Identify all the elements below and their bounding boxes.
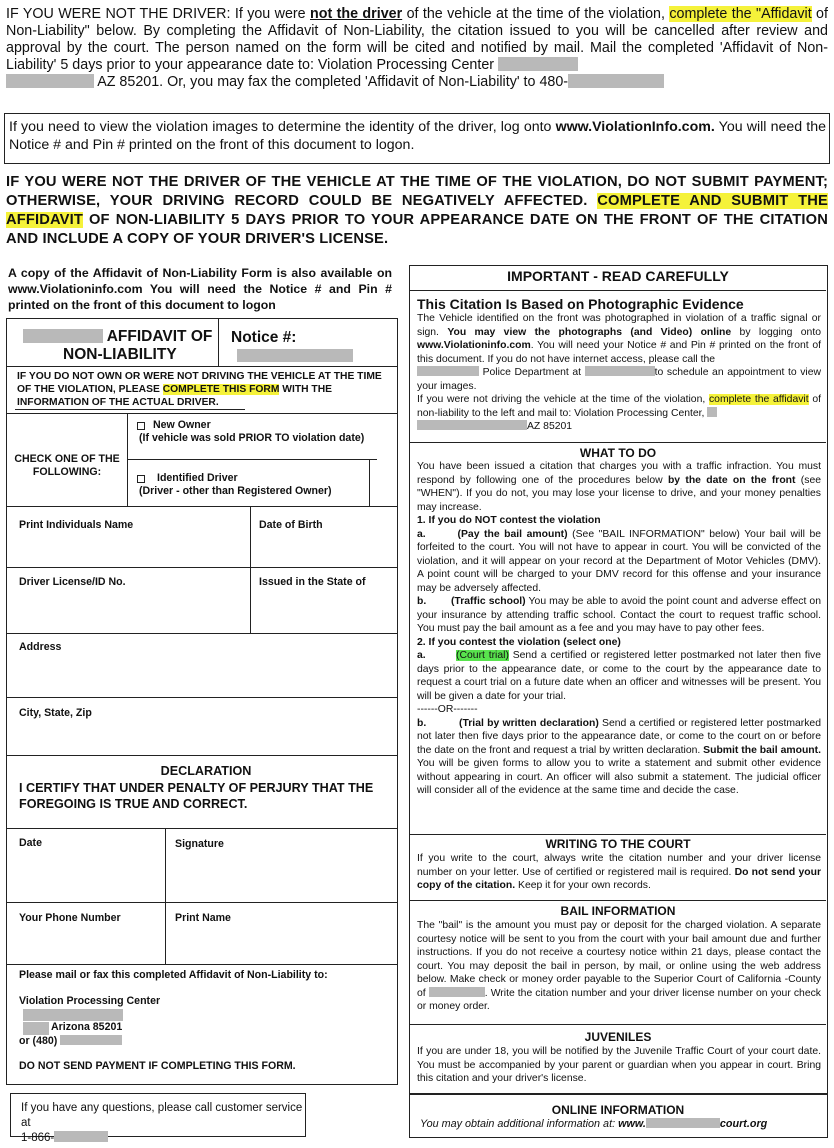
mail-fax: or (480) [19, 1035, 122, 1047]
redacted-box [54, 1131, 108, 1142]
dob-label: Date of Birth [259, 519, 323, 531]
form-title-cell [7, 319, 219, 367]
new-owner-checkbox[interactable] [137, 422, 145, 430]
form-copy-note: A copy of the Affidavit of Non-Liability Form is also available on www.Violationinfo.com You will need the Notice # and Pin # printed on the front of this document to logon [8, 266, 392, 312]
redacted-box [23, 1009, 123, 1021]
online-title: ONLINE INFORMATION [551, 1103, 685, 1117]
dob-field[interactable] [257, 535, 391, 565]
print-name-label: Print Individuals Name [19, 519, 134, 531]
redacted-box [6, 74, 94, 88]
signature-label: Signature [175, 838, 224, 850]
redacted-box [498, 57, 578, 71]
mail-title: Please mail or fax this completed Affidavit of Non-Liability to: [19, 969, 328, 981]
what-title: WHAT TO DO [579, 446, 657, 460]
address-field[interactable] [15, 657, 391, 695]
photo-text: The Vehicle identified on the front was photographed in violation of a traffic signal or sign. You may view the photographs (and Video) online by logging onto www.Violationinfo.com. You will need your Notice # and Pin # printed on the front of this document. If you do not have internet access, please call the Police Department at to schedule an appointment to view your images. If you were not driving the vehicle at the time of the violation, complete the affidavit of non-liability to the left and mail to: Violation Processing Center, AZ 85201 [417, 313, 822, 432]
questions-box: If you have any questions, please call customer service at 1-866- [10, 1093, 306, 1137]
redacted-box [429, 987, 485, 997]
print-name2-field[interactable] [173, 927, 393, 959]
city-field[interactable] [15, 723, 391, 753]
redacted-box [646, 1118, 720, 1128]
print-name-field[interactable] [15, 535, 245, 565]
print-name2-label: Print Name [175, 912, 231, 924]
declaration-title: DECLARATION [160, 764, 252, 778]
no-payment-note: DO NOT SEND PAYMENT IF COMPLETING THIS FORM. [19, 1060, 296, 1072]
state-field[interactable] [257, 593, 391, 627]
new-owner-option[interactable]: New Owner (If vehicle was sold PRIOR TO violation date) [139, 419, 365, 444]
top-paragraph: IF YOU WERE NOT THE DRIVER: If you were not the driver of the vehicle at the time of the violation, complete the "Affidavit of Non-Liability" below. By completing the Affidavit of Non-Liability, the citation issued to you will be cancelled after review and approval by the court. The person named on the form will be cited and notified by mail. Mail the completed 'Affidavit of Non-Liability' 5 days prior to your appearance date to: Violation Processing Center AZ 85201. Or, you may fax the completed 'Affidavit of Non-Liability' to 480- [6, 6, 828, 91]
bail-title: BAIL INFORMATION [560, 904, 676, 918]
top-lead: IF YOU WERE NOT THE DRIVER: [6, 6, 231, 22]
phone-label: Your Phone Number [19, 912, 121, 924]
phone-field[interactable] [15, 927, 159, 959]
redacted-box [23, 1022, 49, 1035]
mail-city: Arizona 85201 [51, 1021, 123, 1033]
online-box [409, 1093, 828, 1138]
affidavit-form [6, 318, 398, 1085]
city-label: City, State, Zip [19, 707, 92, 719]
juveniles-title: JUVENILES [584, 1030, 652, 1044]
license-label: Driver License/ID No. [19, 576, 126, 588]
form-title-line1: AFFIDAVIT OF [106, 328, 213, 345]
address-label: Address [19, 641, 62, 653]
redacted-box [585, 366, 655, 376]
submit-affidavit-highlight: COMPLETE AND SUBMIT THE AFFIDAVIT [6, 193, 828, 228]
form-instruction: IF YOU DO NOT OWN OR WERE NOT DRIVING THE VEHICLE AT THE TIME OF THE VIOLATION, PLEASE COMPLETE THIS FORM WITH THE INFORMATION OF THE ACTUAL DRIVER. [17, 371, 382, 408]
bail-text: The "bail" is the amount you must pay or deposit for the charged violation. A separate courtesy notice will be sent to you from the court with your bail amount due and further instructions. If you do not receive a courtesy notice within 21 days, please contact the court. You may deposit the bail in person, by mail, or online using the web address below. Make check or money order payable to the Superior Court of California -County of . Write the citation number and your driver license number on your check or money order. [417, 920, 821, 1012]
court-site-link[interactable]: www. court.org [618, 1118, 768, 1131]
violationinfo-link-2[interactable]: www.Violationinfo.com [417, 340, 531, 351]
violationinfo-link[interactable]: www.ViolationInfo.com. [555, 119, 715, 135]
date-label: Date [19, 837, 42, 849]
redacted-box [707, 407, 717, 417]
writing-text: If you write to the court, always write the citation number and your driver license number on your letter. Use of certified or registered mail is required. Do not send your copy of the citation. Keep it for your own records. [417, 853, 822, 891]
juveniles-text: If you are under 18, you will be notified by the Juvenile Traffic Court of your court date. You must be accompanied by your parent or guardian when you appear in court. Bring this citation and your driver's license. [417, 1046, 821, 1084]
redacted-box [417, 420, 527, 430]
not-driver-emphasis: not the driver [310, 6, 403, 22]
court-trial-highlight: (Court trial) [456, 650, 509, 661]
complete-affidavit-highlight-2: complete the affidavit [708, 394, 809, 405]
warning-paragraph: IF YOU WERE NOT THE DRIVER OF THE VEHICLE AT THE TIME OF THE VIOLATION, DO NOT SUBMIT PAYMENT; OTHERWISE, YOUR DRIVING RECORD COULD BE NEGATIVELY AFFECTED. COMPLETE AND SUBMIT THE AFFIDAVIT OF NON-LIABILITY 5 DAYS PRIOR TO YOUR APPEARANCE DATE ON THE FRONT OF THE CITATION AND INCLUDE A COPY OF YOUR DRIVER'S LICENSE. [6, 174, 828, 247]
important-panel [409, 265, 828, 1095]
photo-title: This Citation Is Based on Photographic Evidence [417, 296, 744, 312]
complete-form-highlight: COMPLETE THIS FORM [162, 384, 280, 395]
state-label: Issued in the State of [259, 576, 366, 588]
identified-driver-checkbox[interactable] [137, 475, 145, 483]
online-text: You may obtain additional information at: www. court.org [420, 1118, 768, 1131]
important-title: IMPORTANT - READ CAREFULLY [507, 268, 729, 284]
redacted-box [60, 1035, 122, 1045]
redacted-box [568, 74, 664, 88]
identified-driver-option[interactable]: Identified Driver (Driver - other than Registered Owner) [139, 472, 332, 497]
redacted-box [23, 329, 103, 343]
phone-prefix: 1-866- [21, 1132, 55, 1144]
license-field[interactable] [15, 593, 245, 627]
date-field[interactable] [15, 853, 159, 899]
check-one-label: CHECK ONE OF THE FOLLOWING: [14, 453, 120, 478]
complete-affidavit-highlight: complete the "Affidavit [669, 6, 812, 22]
writing-title: WRITING TO THE COURT [545, 837, 691, 851]
signature-field[interactable] [173, 853, 393, 899]
view-images-box: If you need to view the violation images to determine the identity of the driver, log onto www.ViolationInfo.com. You will need the Notice # and Pin # printed on the front of this document to logon. [4, 113, 830, 164]
declaration-text: I CERTIFY THAT UNDER PENALTY OF PERJURY THAT THE FOREGOING IS TRUE AND CORRECT. [19, 781, 374, 811]
notice-number-field[interactable] [229, 347, 379, 365]
what-to-do-text: You have been issued a citation that charges you with a traffic infraction. You must respond by following one of the procedures below by the date on the front (see "WHEN"). If you do not, you may lose your license to drive, and your money penalties may increase. 1. If you do NOT contest the violation a. (Pay the bail amount) (See "BAIL INFORMATION" below) Your bail will be forfeited to the court. You will not have to appear in court. You will be convicted of the violation, and it will appear on your record at the Department of Motor Vehicles (DMV). A point count will be charged to your DMV record for this offense and your insurance may be adversely affected. b. (Traffic school) You may be able to avoid the point count and adverse effect on your insurance by attending traffic school. Contact the court to request traffic school. You must pay the bail amount as a fee and you may have to pay other fees. 2. If you contest the violation (select one) a. (Court trial) Send a certified or registered letter postmarked not later then five days prior to the appearance date, or come to the court by the appearance date to request a court trial on a future date when an officer and witnesses will be present. You will be given a date for your trial. ------OR------- b. (Trial by written declaration) Send a certified or registered letter postmarked not later then five days prior to the appearance date, or come to the court on or before the date on the front and request a trial by written declaration. Submit the bail amount. You will be given forms to allow you to write a statement and submit other evidence without appearing in court. An officer will also submit a statement. The judicial officer will consider all of the evidence at the same time and decide the case. [417, 461, 822, 796]
mail-center: Violation Processing Center [19, 995, 161, 1007]
form-title-line2: NON-LIABILITY [63, 346, 177, 363]
notice-label: Notice #: [231, 329, 297, 346]
redacted-box [417, 366, 479, 376]
